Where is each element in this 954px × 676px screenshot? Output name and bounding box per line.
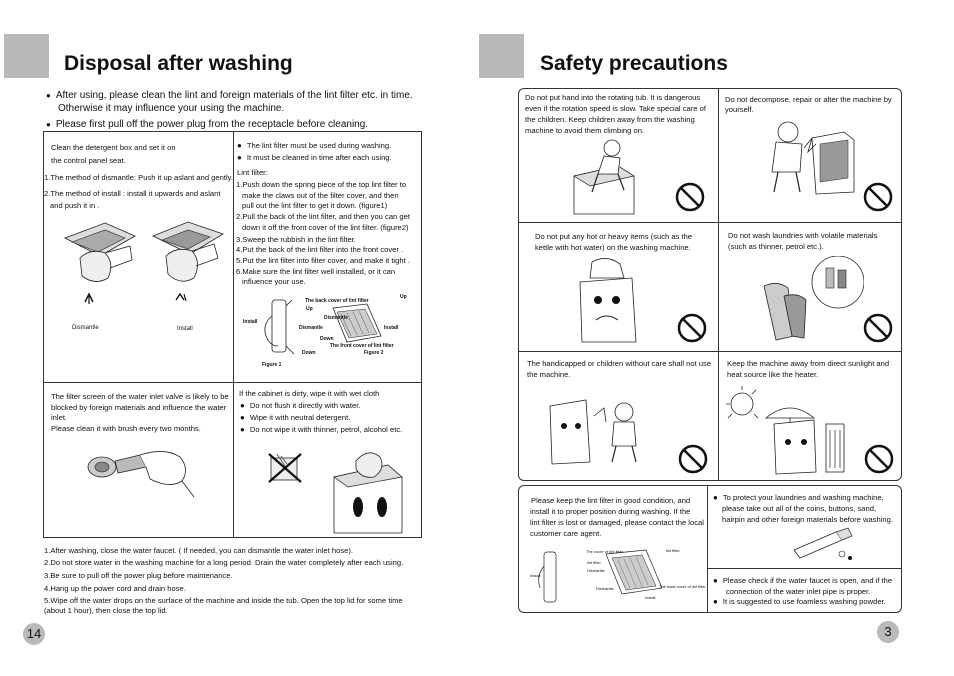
right-header-square (479, 34, 524, 78)
volatile-laundry-illustration (758, 256, 864, 342)
fig-up-label-1: Up (306, 306, 313, 312)
cabinet-bullet-2: ● Wipe it with neutral detergent. (240, 413, 350, 424)
lower-fig-lint-label: lint filter (666, 548, 680, 553)
lower-lint-filter-illustration (536, 548, 686, 606)
detergent-line-2: the control panel seat. (51, 156, 126, 165)
lower-fig-dismantle-label: Dismantle (587, 568, 605, 573)
safety-grid-vline (718, 88, 719, 481)
install-arrow-icon (174, 291, 188, 305)
detergent-line-1: Clean the detergent box and set it on (51, 143, 176, 152)
after-line-1: 1.After washing, close the water faucet. ( If needed, you can dismantle the water inlet hose). (44, 546, 353, 555)
inlet-line-3: inlet. (51, 413, 68, 422)
prohibited-icon-4 (863, 313, 893, 343)
lint-step-1c: pull out the lint filter to get it down. (figure1) (242, 201, 388, 210)
inlet-line-4: Please clean it with brush every two months. (51, 424, 201, 433)
left-page-number: 14 (23, 623, 45, 645)
lower-fig-install2-label: Install (645, 595, 656, 600)
safety-c4-line-1: Do not wash laundries with volatile materials (728, 231, 878, 240)
inlet-brush-illustration (70, 445, 200, 500)
cabinet-head: If the cabinet is dirty, wipe it with wet cloth (239, 389, 380, 398)
handicapped-child-illustration (546, 396, 650, 466)
dismantle-arrow-icon (82, 291, 96, 305)
safety-grid-hline-1 (518, 222, 902, 223)
fig-down-label-1: Down (320, 336, 334, 342)
lint-step-3: 3.Sweep the rubbish in the lint filter. (236, 235, 356, 244)
left-frame-hline (43, 382, 422, 383)
after-line-6: (about 1 hour), then close the top lid. (44, 606, 168, 615)
lint-step-6a: 6.Make sure the lint filter well installed, or it can (236, 267, 396, 276)
detergent-line-3: 1.The method of dismantle: Push it up aslant and gently. (44, 173, 233, 182)
lint-step-1a: 1.Push down the spring piece of the top lint filter to (236, 180, 407, 189)
safety-c1-line-3: the children. Keep children away from the washing (525, 115, 695, 124)
lower-fig-back-label: The cover of lint filter (586, 549, 624, 554)
prohibited-icon-1 (675, 182, 705, 212)
inlet-line-2: blocked by foreign materials and influence the water (51, 403, 227, 412)
lint-step-2b: down it off the front cover of the lint filter. (figure2) (242, 223, 409, 232)
safety-c5-line-1: The handicapped or children without care shall not use (527, 359, 712, 368)
lower-left-line-4: customer care agent. (530, 529, 602, 538)
dismantle-label: Dismantle (72, 325, 99, 331)
safety-c6-line-2: heat source like the heater. (727, 370, 819, 379)
safety-c3-line-2: kettle with hot water) on the washing machine. (535, 243, 691, 252)
inlet-line-1: The filter screen of the water inlet valve is likely to be (51, 392, 229, 401)
intro-line-3: ● Please first pull off the power plug from the receptacle before cleaning. (46, 118, 368, 131)
lint-figure-2-illustration (327, 300, 387, 345)
fig-up-label-2: Up (400, 294, 407, 300)
fig-1-caption: Figure 1 (262, 362, 282, 368)
safety-c2-line-1: Do not decompose, repair or alter the machine by (725, 95, 892, 104)
lower-left-line-2: install it to proper position during washing. If the (530, 507, 691, 516)
lower-right-b2: ● It is suggested to use foamless washing powder. (713, 597, 886, 608)
lint-figure-1-illustration (258, 296, 303, 358)
repair-man-illustration (760, 118, 860, 198)
detergent-line-5: and push it in . (50, 201, 100, 210)
lint-step-5: 5.Put the lint filter into filter cover, and make it tight . (236, 256, 410, 265)
fig-2-caption: Figure 2 (364, 350, 384, 356)
lower-fig-filter-label: lint filter (587, 560, 601, 565)
fig-back-cover-label: The back cover of lint filter (305, 298, 369, 304)
fig-install-label-2: Install (384, 325, 399, 331)
safety-c4-line-2: (such as thinner, petrol etc.). (728, 242, 824, 251)
fig-dismantle-label-2: Dismantle (299, 325, 323, 331)
after-line-4: 4.Hang up the power cord and drain hose. (44, 584, 186, 593)
cabinet-bullet-1: ● Do not flush it directly with water. (240, 401, 360, 412)
left-frame-vline (233, 131, 234, 538)
safety-c2-line-2: yourself. (725, 105, 754, 114)
lower-frame-hline (707, 568, 902, 569)
lint-step-6b: influence your use. (242, 277, 306, 286)
left-page-title: Disposal after washing (64, 52, 293, 75)
kettle-on-machine-illustration (572, 256, 642, 344)
safety-c3-line-1: Do not put any hot or heavy items (such as the (535, 232, 693, 241)
detergent-install-illustration (148, 218, 228, 288)
right-page-title: Safety precautions (540, 52, 728, 75)
fig-install-label-1: Install (243, 319, 258, 325)
lower-right-top-line-2: please take out all of the coins, buttons, sand, (722, 504, 877, 513)
detergent-dismantle-illustration (60, 218, 140, 288)
lower-right-top-line-1: ● To protect your laundries and washing machine, (713, 493, 884, 504)
safety-grid-hline-2 (518, 351, 902, 352)
lint-head: Lint filter: (237, 168, 268, 177)
intro-line-2: Otherwise it may influence your using the machine. (58, 103, 285, 114)
lower-fig-dismantle2-label: Dismantle (596, 586, 614, 591)
prohibited-icon-5 (678, 444, 708, 474)
lint-step-1b: make the claws out of the filter cover, and then (242, 191, 399, 200)
sun-heater-illustration (722, 384, 856, 476)
safety-c6-line-1: Keep the machine away from direct sunlight and (727, 359, 890, 368)
right-page-number: 3 (877, 621, 899, 643)
after-line-3: 3.Be sure to pull off the power plug before maintenance. (44, 571, 233, 580)
lower-fig-backcover-label: The back cover of lint filter (659, 584, 706, 589)
fig-down-label-2: Down (302, 350, 316, 356)
lint-step-2a: 2.Pull the back of the lint filter, and then you can get (236, 212, 410, 221)
safety-c1-line-2: even if the rotation speed is slow. Take special care of (525, 104, 706, 113)
safety-c1-line-4: machine to avoid them climbing on. (525, 126, 645, 135)
lower-left-line-3: lint filter is lost or damaged, please contact the local (530, 518, 704, 527)
install-label: Install (177, 326, 193, 332)
fig-front-cover-label: The front cover of lint filter (330, 343, 394, 349)
detergent-line-4: 2.The method of install : install it upwards and aslant (44, 189, 221, 198)
intro-line-1: ● After using, please clean the lint and foreign materials of the lint filter etc. in time. (46, 89, 413, 102)
fig-dismantle-label-1: Dismantle (324, 315, 348, 321)
lower-frame-vline (707, 485, 708, 613)
cabinet-bullet-3: ● Do not wipe it with thinner, petrol, alcohol etc. (240, 425, 402, 436)
lint-bullet-1: ● The lint filter must be used during washing. (237, 141, 391, 152)
safety-c1-line-1: Do not put hand into the rotating tub. It is dangerous (525, 93, 701, 102)
lower-left-line-1: Please keep the lint filter in good condition, and (531, 496, 691, 505)
prohibited-icon-3 (677, 313, 707, 343)
prohibited-icon-2 (863, 182, 893, 212)
lower-right-b1-line-2: connection of the water inlet pipe is proper. (726, 587, 871, 596)
lower-right-b1-line-1: ● Please check if the water faucet is open, and if the (713, 576, 892, 587)
after-line-5: 5.Wipe off the water drops on the surface of the machine and inside the tub. Open the top lid for some time (44, 596, 403, 605)
lint-step-4: 4.Put the back of the lint filter into the front cover . (236, 245, 404, 254)
lower-fig-install-label: Install (530, 573, 541, 578)
lint-bullet-2: ● It must be cleaned in time after each using. (237, 153, 392, 164)
left-header-square (4, 34, 49, 78)
foreign-materials-illustration (790, 524, 856, 564)
after-line-2: 2.Do not store water in the washing machine for a long period. Drain the water completely after each using. (44, 558, 404, 567)
wipe-cabinet-illustration (328, 447, 408, 535)
prohibited-icon-6 (864, 444, 894, 474)
lower-right-top-line-3: hairpin and other foreign materials before washing. (722, 515, 893, 524)
no-water-flush-icon (267, 452, 307, 484)
child-climbing-illustration (568, 136, 648, 216)
safety-c5-line-2: the machine. (527, 370, 571, 379)
